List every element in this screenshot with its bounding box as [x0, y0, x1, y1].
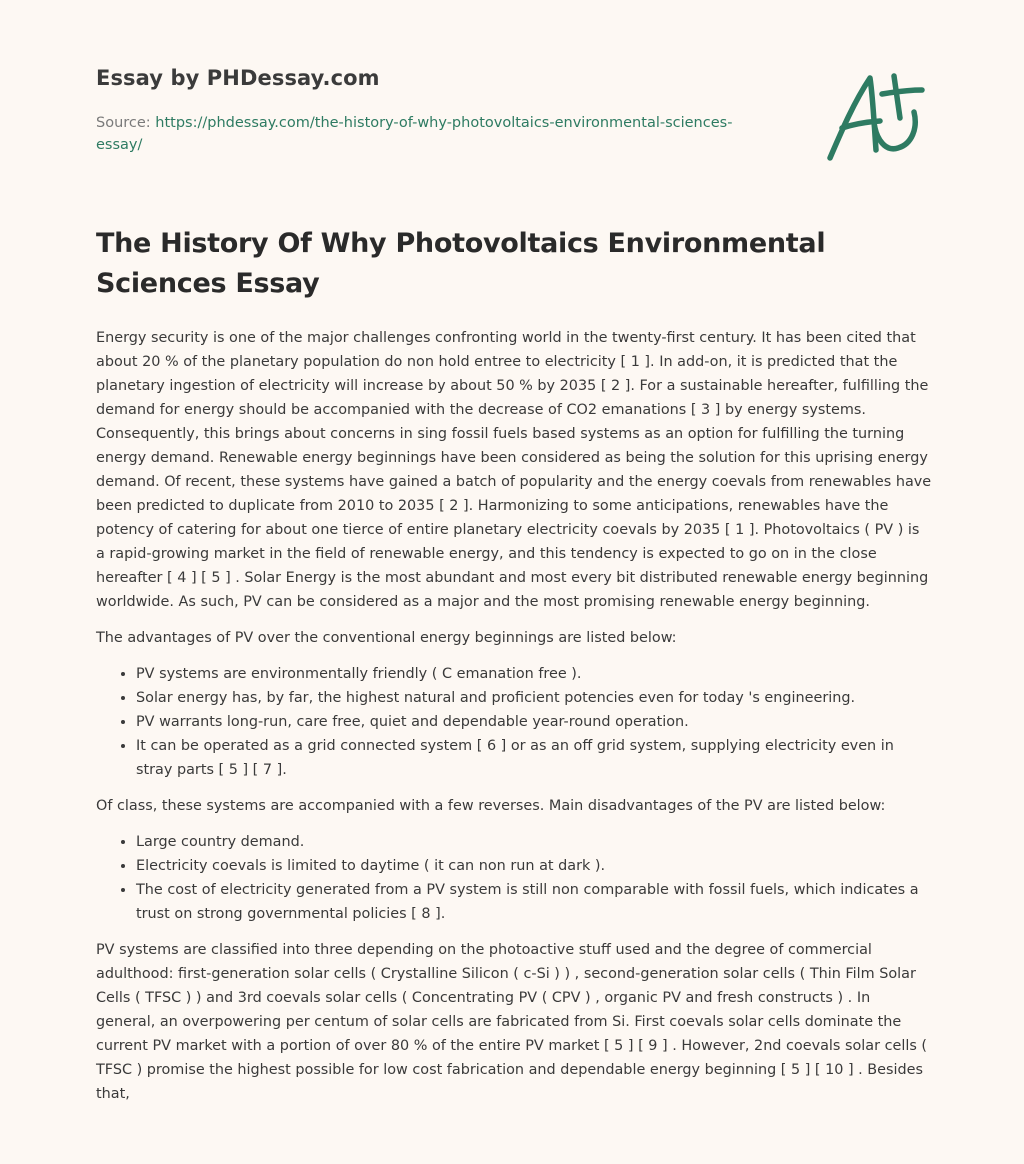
- advantages-list: [96, 662, 932, 782]
- paragraph-intro: Energy security is one of the major challenges confronting world in the twenty-first century. It has been cited that about 20 % of the planetary population do non hold entree to electricity [ 1 ]. In add-on, it is predicted that the planetary ingestion of electricity will increase by about 50 % by 2035 [ 2 ]. For a sustainable hereafter, fulfilling the demand for energy should be accompanied with the decrease of CO2 emanations [ 3 ] by energy systems. Consequently, this brings about concerns in sing fossil fuels based systems as an option for fulfilling the turning energy demand. Renewable energy beginnings have been considered as being the solution for this uprising energy demand. Of recent, these systems have gained a batch of popularity and the energy coevals from renewables have been predicted to duplicate from 2010 to 2035 [ 2 ]. Harmonizing to some anticipations, renewables have the potency of catering for about one tierce of entire planetary electricity coevals by 2035 [ 1 ]. Photovoltaics ( PV ) is a rapid-growing market in the field of renewable energy, and this tendency is expected to go on in the close hereafter [ 4 ] [ 5 ] . Solar Energy is the most abundant and most every bit distributed renewable energy beginning worldwide. As such, PV can be considered as a major and the most promising renewable energy beginning.: [96, 330, 932, 610]
- list-item: • Solar energy has, by far, the highest natural and proficient potencies even for today 's engineering.: [136, 686, 932, 710]
- paragraph-advantages-lead: The advantages of PV over the conventional energy beginnings are listed below:: [96, 630, 677, 646]
- list-item: • Electricity coevals is limited to daytime ( it can non run at dark ).: [136, 854, 932, 878]
- source-line: [96, 112, 776, 156]
- list-item: • PV warrants long-run, care free, quiet and dependable year-round operation.: [136, 710, 932, 734]
- list-item: • Large country demand.: [136, 830, 932, 854]
- paragraph-disadvantages-lead: Of class, these systems are accompanied with a few reverses. Main disadvantages of the PV are listed below:: [96, 798, 886, 814]
- source-label: Source:: [96, 115, 156, 131]
- a-plus-logo-icon: [820, 68, 932, 164]
- list-item: • The cost of electricity generated from a PV system is still non comparable with fossil fuels, which indicates a trust on strong governmental policies [ 8 ].: [136, 878, 932, 926]
- disadvantages-list: [96, 830, 932, 926]
- brand-title: Essay by PHDessay.com: [96, 66, 380, 90]
- list-item: • PV systems are environmentally friendly ( C emanation free ).: [136, 662, 932, 686]
- source-link[interactable]: https://phdessay.com/the-history-of-why-photovoltaics-environmental-sciences-essay/: [96, 115, 733, 153]
- paragraph-classification: PV systems are classified into three depending on the photoactive stuff used and the degree of commercial adulthood: first-generation solar cells ( Crystalline Silicon ( c-Si ) ) , second-generation solar cells ( Thin Film Solar Cells ( TFSC ) ) and 3rd coevals solar cells ( Concentrating PV ( CPV ) , organic PV and fresh constructs ) . In general, an overpowering per centum of solar cells are fabricated from Si. First coevals solar cells dominate the current PV market with a portion of over 80 % of the entire PV market [ 5 ] [ 9 ] . However, 2nd coevals solar cells ( TFSC ) promise the highest possible for low cost fabrication and dependable energy beginning [ 5 ] [ 10 ] . Besides that,: [96, 942, 928, 1102]
- list-item: • It can be operated as a grid connected system [ 6 ] or as an off grid system, supplying electricity even in stray parts [ 5 ] [ 7 ].: [136, 734, 932, 782]
- essay-title: The History Of Why Photovoltaics Environmental Sciences Essay: [96, 228, 826, 299]
- essay-body: [96, 326, 932, 1118]
